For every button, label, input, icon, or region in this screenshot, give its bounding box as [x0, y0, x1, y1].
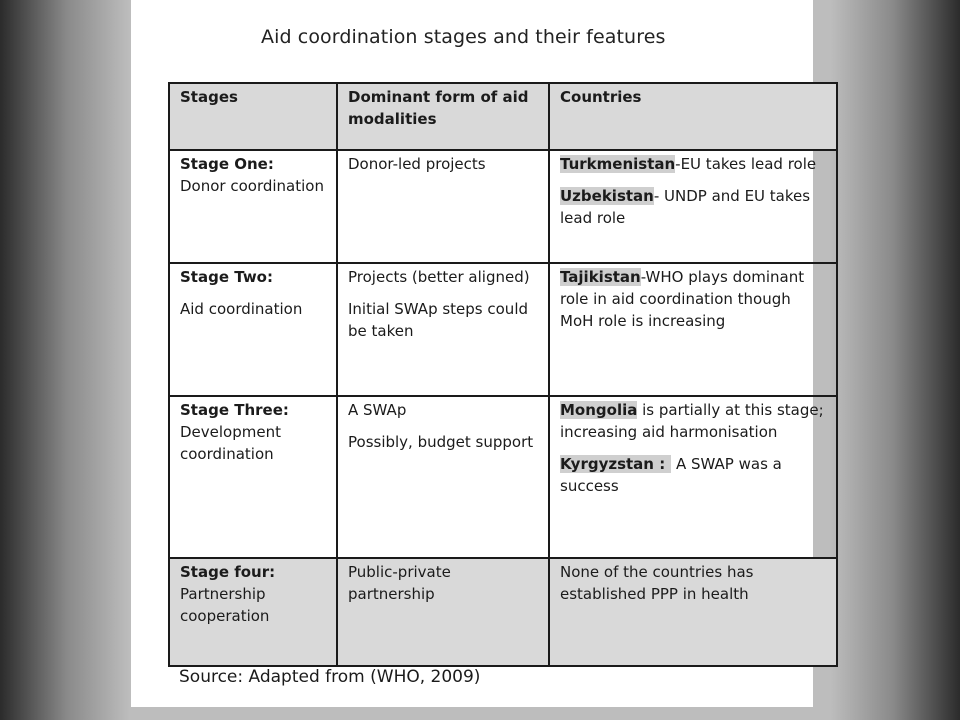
- header-stages: Stages: [169, 83, 337, 150]
- aid-coordination-table: [168, 82, 838, 667]
- slide-card: [131, 0, 824, 707]
- table-row: [169, 396, 837, 558]
- header-modalities: Dominant form of aid modalities: [337, 83, 549, 150]
- stage-description: Donor coordination: [180, 177, 324, 195]
- stage-description: Aid coordination: [180, 300, 303, 318]
- header-countries: Countries: [549, 83, 837, 150]
- stage-cell: [169, 263, 337, 396]
- modality-text: Public-private partnership: [348, 563, 451, 603]
- modality-text: A SWAp: [348, 401, 407, 419]
- stage-description: Development coordination: [180, 423, 281, 463]
- source-note: Source: Adapted from (WHO, 2009): [179, 667, 481, 687]
- country-entry: [560, 185, 826, 229]
- countries-cell: [549, 263, 837, 396]
- stage-cell: [169, 558, 337, 666]
- stage-name: Stage four:: [180, 563, 276, 581]
- country-name: Mongolia: [560, 401, 638, 419]
- stage-cell: [169, 150, 337, 263]
- country-entry: [560, 399, 826, 443]
- country-entry: [560, 453, 826, 497]
- modality-text: Possibly, budget support: [348, 433, 534, 451]
- modality-cell: [337, 558, 549, 666]
- country-note: -WHO plays dominant role in aid coordination though MoH role is increasing: [560, 268, 805, 330]
- country-name: Kyrgyzstan :: [560, 455, 671, 473]
- country-note: - UNDP and EU takes lead role: [560, 187, 811, 227]
- table-row: [169, 558, 837, 666]
- country-entry: [560, 266, 826, 332]
- country-note: -EU takes lead role: [675, 155, 817, 173]
- modality-cell: [337, 263, 549, 396]
- stage-cell: [169, 396, 337, 558]
- countries-cell: [549, 396, 837, 558]
- stage-name: Stage Two:: [180, 268, 273, 286]
- country-entry: [560, 153, 826, 175]
- stage-name: Stage Three:: [180, 401, 289, 419]
- country-note: is partially at this stage; increasing aid harmonisation: [560, 401, 824, 441]
- country-note: A SWAP was a success: [560, 455, 782, 495]
- stage-description: Partnership cooperation: [180, 585, 270, 625]
- table-title: Aid coordination stages and their features: [261, 26, 666, 48]
- table-row: [169, 263, 837, 396]
- table-row: [169, 150, 837, 263]
- table-header-row: [169, 83, 837, 150]
- modality-cell: [337, 396, 549, 558]
- modality-text: Projects (better aligned): [348, 268, 530, 286]
- countries-cell: [549, 558, 837, 666]
- modality-cell: [337, 150, 549, 263]
- country-note: None of the countries has established PPP in health: [560, 563, 754, 603]
- country-name: Turkmenistan: [560, 155, 676, 173]
- modality-text: Initial SWAp steps could be taken: [348, 300, 529, 340]
- countries-cell: [549, 150, 837, 263]
- modality-text: Donor-led projects: [348, 155, 486, 173]
- country-name: Uzbekistan: [560, 187, 654, 205]
- country-name: Tajikistan: [560, 268, 641, 286]
- stage-name: Stage One:: [180, 155, 274, 173]
